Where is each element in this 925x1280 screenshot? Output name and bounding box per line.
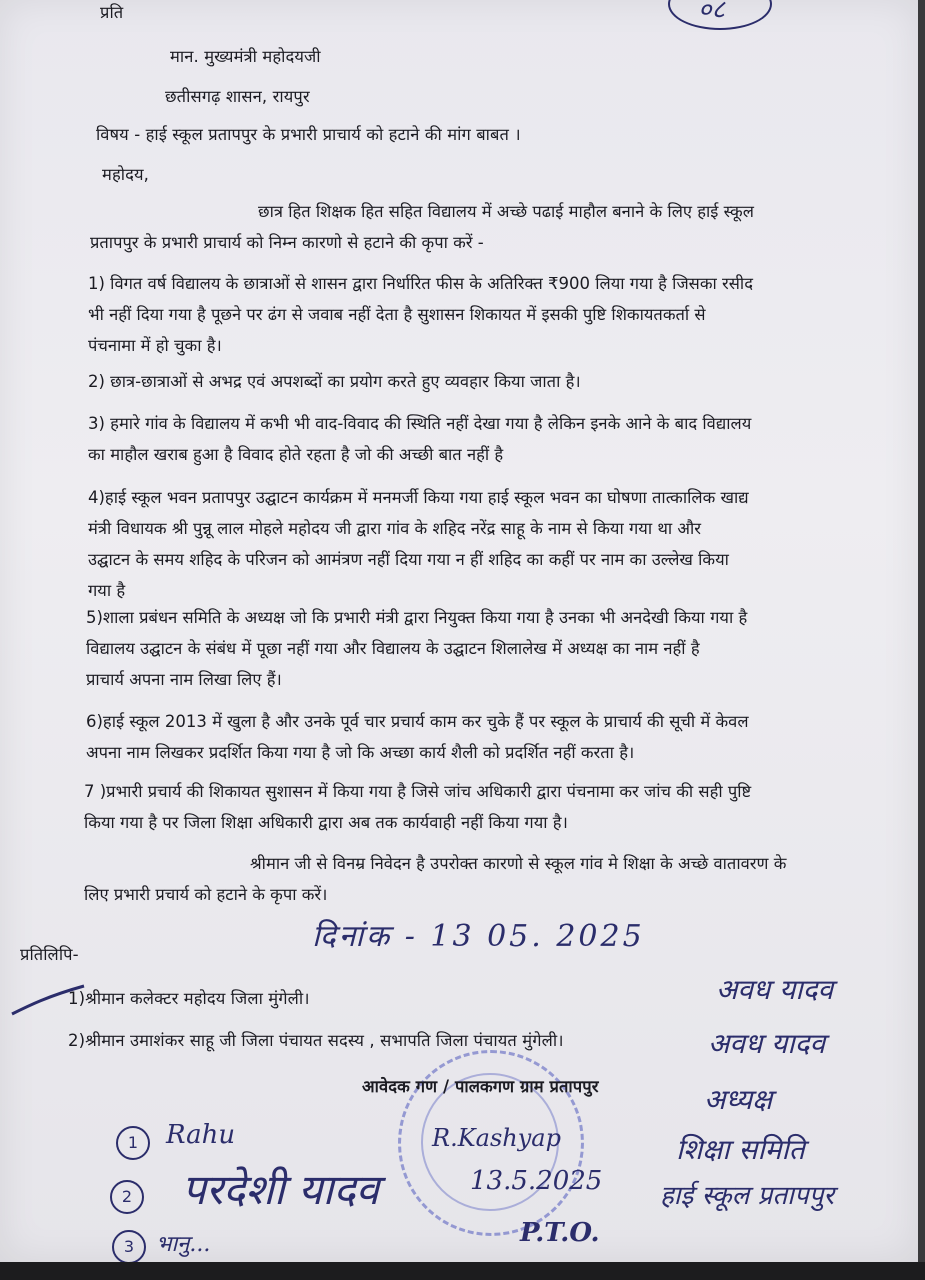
signatory-number-1: 1 bbox=[116, 1126, 150, 1160]
seal-signature: R.Kashyap bbox=[432, 1124, 561, 1152]
point-7: 7 )प्रभारी प्रचार्य की शिकायत सुशासन में किया गया है जिसे जांच अधिकारी द्वारा पंचनामा कर जांच की सही पुष्टि किया गया है पर जिला शिक्षा अधिकारी द्वारा अब तक कार्यवाही नहीं किया गया है। bbox=[84, 782, 752, 832]
copy-1: 1)श्रीमान कलेक्टर महोदय जिला मुंगेली। bbox=[68, 989, 310, 1008]
closing-paragraph: श्रीमान जी से विनम्र निवेदन है उपरोक्त कारणो से स्कूल गांव मे शिक्षा के अच्छे वातावरण के लिए प्रभारी प्रचार्य को हटाने के कृपा करें। bbox=[84, 854, 787, 904]
point-1: 1) विगत वर्ष विद्यालय के छात्राओं से शासन द्वारा निर्धारित फीस के अतिरिक्त ₹900 लिया गया है जिसका रसीद भी नहीं दिया गया है पूछने पर ढंग से जवाब नहीं देता है सुशासन शिकायत में इसकी पुष्टि शिकायतकर्ता से पंचनामा में हो चुका है। bbox=[88, 274, 753, 355]
applicant-label: आवेदक गण / पालकगण ग्राम प्रतापपुर bbox=[362, 1077, 599, 1096]
photo-background-edge bbox=[0, 1262, 925, 1280]
copy-label: प्रतिलिपि- bbox=[20, 945, 79, 964]
to-label: प्रति bbox=[100, 3, 124, 22]
subject-line: विषय - हाई स्कूल प्रतापपुर के प्रभारी प्राचार्य को हटाने की मांग बाबत । bbox=[96, 125, 521, 144]
intro-paragraph: छात्र हित शिक्षक हित सहित विद्यालय में अच्छे पढाई माहौल बनाने के लिए हाई स्कूल प्रतापपुर के प्रभारी प्राचार्य को निम्न कारणो से हटाने की कृपा करें - bbox=[90, 202, 754, 252]
salutation: महोदय, bbox=[102, 165, 149, 184]
seal-date: 13.5.2025 bbox=[470, 1166, 603, 1196]
signature-3: भानु... bbox=[156, 1232, 211, 1257]
address: छतीसगढ़ शासन, रायपुर bbox=[165, 87, 310, 106]
copy-2: 2)श्रीमान उमाशंकर साहू जी जिला पंचायत सदस्य , सभापति जिला पंचायत मुंगेली। bbox=[68, 1031, 564, 1050]
point-4: 4)हाई स्कूल भवन प्रतापपुर उद्घाटन कार्यक्रम में मनमर्जी किया गया हाई स्कूल भवन का घोषणा तात्कालिक खाद्य मंत्री विधायक श्री पुन्नू लाल मोहले महोदय जी द्वारा गांव के शहिद नरेंद्र साहू के नाम से किया गया था और उद्घाटन के समय शहिद के परिजन को आमंत्रण नहीं दिया गया न हीं शहिद का कहीं पर नाम का उल्लेख किया गया है bbox=[88, 488, 749, 600]
pto-note: P.T.O. bbox=[520, 1218, 600, 1248]
signature-right-line-3: अध्यक्ष bbox=[704, 1083, 773, 1116]
point-6: 6)हाई स्कूल 2013 में खुला है और उनके पूर्व चार प्रचार्य काम कर चुके हैं पर स्कूल के प्राचार्य की सूची में केवल अपना नाम लिखकर प्रदर्शित किया गया है जो कि अच्छा कार्य शैली को प्रदर्शित नहीं करता है। bbox=[86, 712, 749, 762]
signature-right-line-4: शिक्षा समिति bbox=[676, 1133, 805, 1166]
point-3: 3) हमारे गांव के विद्यालय में कभी भी वाद-विवाद की स्थिति नहीं देखा गया है लेकिन इनके आने के बाद विद्यालय का माहौल खराब हुआ है विवाद होते रहता है जो की अच्छी बात नहीं है bbox=[88, 414, 752, 464]
signature-1: Rahu bbox=[166, 1120, 236, 1150]
point-2: 2) छात्र-छात्राओं से अभद्र एवं अपशब्दों का प्रयोग करते हुए व्यवहार किया जाता है। bbox=[88, 372, 581, 391]
signatory-number-3: 3 bbox=[112, 1230, 146, 1262]
signature-right-line-1: अवध यादव bbox=[716, 973, 834, 1006]
addressee: मान. मुख्यमंत्री महोदयजी bbox=[170, 47, 321, 66]
handwritten-date: दिनांक - 13 05. 2025 bbox=[312, 919, 645, 954]
point-5: 5)शाला प्रबंधन समिति के अध्यक्ष जो कि प्रभारी मंत्री द्वारा नियुक्त किया गया है उनका भी अनदेखी किया गया है विद्यालय उद्घाटन के संबंध में पूछा नहीं गया और विद्यालय के उद्घाटन शिलालेख में अध्यक्ष का नाम नहीं है प्राचार्य अपना नाम लिखा लिए हैं। bbox=[86, 608, 748, 689]
page-number-mark bbox=[668, 0, 772, 30]
signature-right-line-5: हाई स्कूल प्रतापपुर bbox=[660, 1181, 835, 1211]
signature-2: परदेशी यादव bbox=[182, 1165, 380, 1214]
signatory-number-2: 2 bbox=[110, 1180, 144, 1214]
page-number-text: ०८ bbox=[698, 0, 726, 25]
signature-right-line-2: अवध यादव bbox=[708, 1027, 826, 1060]
